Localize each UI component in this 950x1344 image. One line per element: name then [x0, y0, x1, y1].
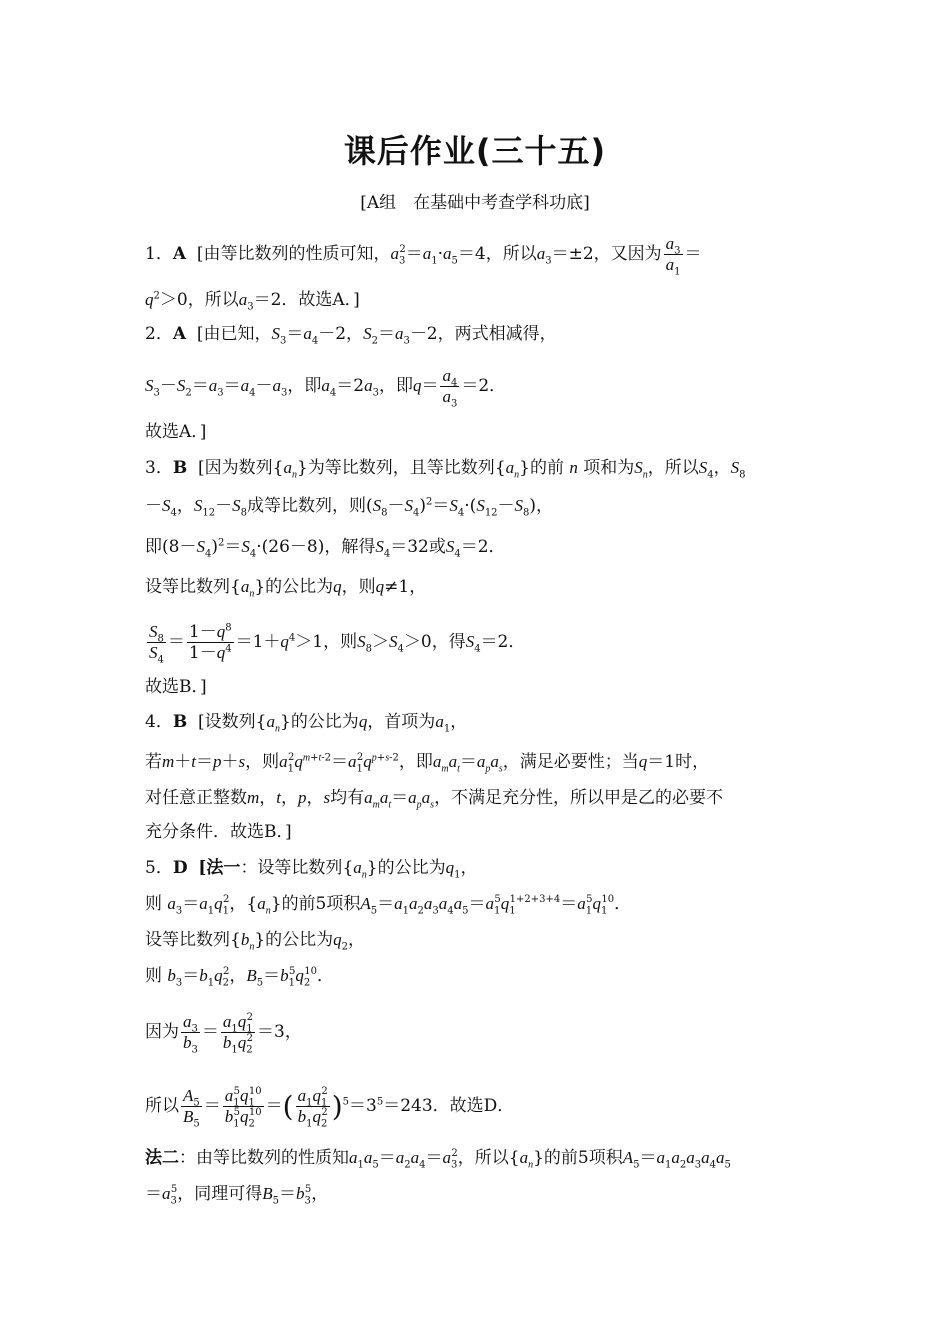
- q2-line-2: $S_3-S_2=a_3=a_4-a_3$，即$a_4=2a_3$，即q＝ $\frac{a_4}{a_3}$ ＝2．: [145, 366, 507, 410]
- page-title: 课后作业(三十五): [343, 132, 607, 170]
- fraction: $\frac{a_1^5q_1^{10}}{b_1^5q_2^{10}}$: [224, 1086, 262, 1130]
- q5-line-7: 法二：由等比数列的性质知$a_1a_5=a_2a_4=a_3^2$，所以$\{a_n\}$的前5项积$A_5=a_1a_2a_3a_4a_5$: [145, 1148, 731, 1171]
- fraction: $\frac{1-q^8}{1-q^4}$: [188, 622, 232, 663]
- fraction: $\frac{a_3}{b_3}$: [183, 1012, 198, 1056]
- q3-line-6: 故选B．]: [145, 677, 207, 697]
- q3-line-1: 3．B [因为数列$\{a_n\}$为等比数列，且等比数列$\{a_n\}$的前 n 项和为$S_n$，所以$S_4$，$S_8$: [145, 458, 746, 481]
- q3-line-5: $\frac{S_8}{S_4}$ ＝ $\frac{1-q^8}{1-q^4}$ $=1+q^4>1$，则$S_8>S_4>0$，得$S_4=2$．: [149, 622, 526, 666]
- q4-line-4: 充分条件．故选B．]: [145, 822, 292, 842]
- section-heading: [A组 在基础中考查学科功底]: [360, 193, 590, 213]
- q4-line-2: 若m＋t＝p＋s，则$a_1^2q^{m+t-2}=a_1^2q^{p+s-2}$，即$a_ma_t=a_pa_s$，满足必要性；当q＝1时，: [145, 752, 710, 775]
- fraction: $\frac{A_5}{B_5}$: [183, 1086, 200, 1130]
- q4-line-1: 4．B [设数列$\{a_n\}$的公比为q，首项为$a_1$，: [145, 712, 468, 735]
- fraction: $\frac{a_1q_1^2}{b_1q_2^2}$: [297, 1086, 328, 1130]
- q5-line-1: 5．D [法一：设等比数列$\{a_n\}$的公比为$q_1$，: [145, 858, 478, 881]
- q5-line-2: 则 $a_3=a_1q_1^2$，$\{a_n\}$的前5项积$A_5=a_1a_2a_3a_4a_5=a_1^5q_1^{1+2+3+4}=a_1^5q_1^{10}$．: [145, 894, 632, 917]
- q1-line-2: $q^2>0$，所以$a_3=2$．故选A．]: [145, 290, 360, 313]
- q5-line-8: $=a_3^5$，同理可得$B_5=b_3^5$，: [145, 1184, 329, 1207]
- q3-line-3: 即$(8-S_4)^2=S_4\cdot(26-8)$，解得$S_4=32$或$S_4=2$．: [145, 537, 506, 560]
- q5-line-3: 设等比数列$\{b_n\}$的公比为$q_2$，: [145, 930, 366, 953]
- fraction: $\frac{S_8}{S_4}$: [149, 622, 164, 666]
- q1-line-1: 1．A [由等比数列的性质可知，$a_3^2=a_1\cdot a_5=4$，所以$a_3=\pm 2$，又因为 $\frac{a_3}{a_1}$ ＝: [145, 234, 702, 278]
- q3-line-4: 设等比数列$\{a_n\}$的公比为q，则q≠1，: [145, 577, 427, 600]
- q5-line-4: 则 $b_3=b_1q_2^2$，$B_5=b_1^5q_2^{10}$．: [145, 966, 335, 989]
- fraction: $\frac{a_1q_1^2}{b_1q_2^2}$: [222, 1012, 253, 1056]
- q2-line-3: 故选A．]: [145, 422, 207, 442]
- fraction: $\frac{a_3}{a_1}$: [665, 234, 681, 278]
- q4-line-3: 对任意正整数m，t，p，s均有$a_ma_t=a_pa_s$，不满足充分性，所以甲是乙的必要不: [145, 788, 724, 811]
- q2-line-1: 2．A [由已知，$S_3=a_4-2$，$S_2=a_3-2$，两式相减得，: [145, 324, 557, 347]
- fraction: $\frac{a_4}{a_3}$: [442, 366, 458, 410]
- q3-line-2: $-S_4$，$S_{12}-S_8$成等比数列，则$(S_8-S_4)^2=S_4\cdot(S_{12}-S_8)$，: [145, 496, 554, 519]
- q5-line-5: 因为 $\frac{a_3}{b_3}$ ＝ $\frac{a_1q_1^2}{b_1q_2^2}$ ＝3，: [145, 1012, 302, 1056]
- q5-line-6: 所以 $\frac{A_5}{B_5}$ ＝ $\frac{a_1^5q_1^{10}}{b_1^5q_2^{10}}$ ＝( $\frac{a_1q_1^2}{b_1q_2^2}$ )$^5=3^5=243$．故选D．: [145, 1086, 515, 1130]
